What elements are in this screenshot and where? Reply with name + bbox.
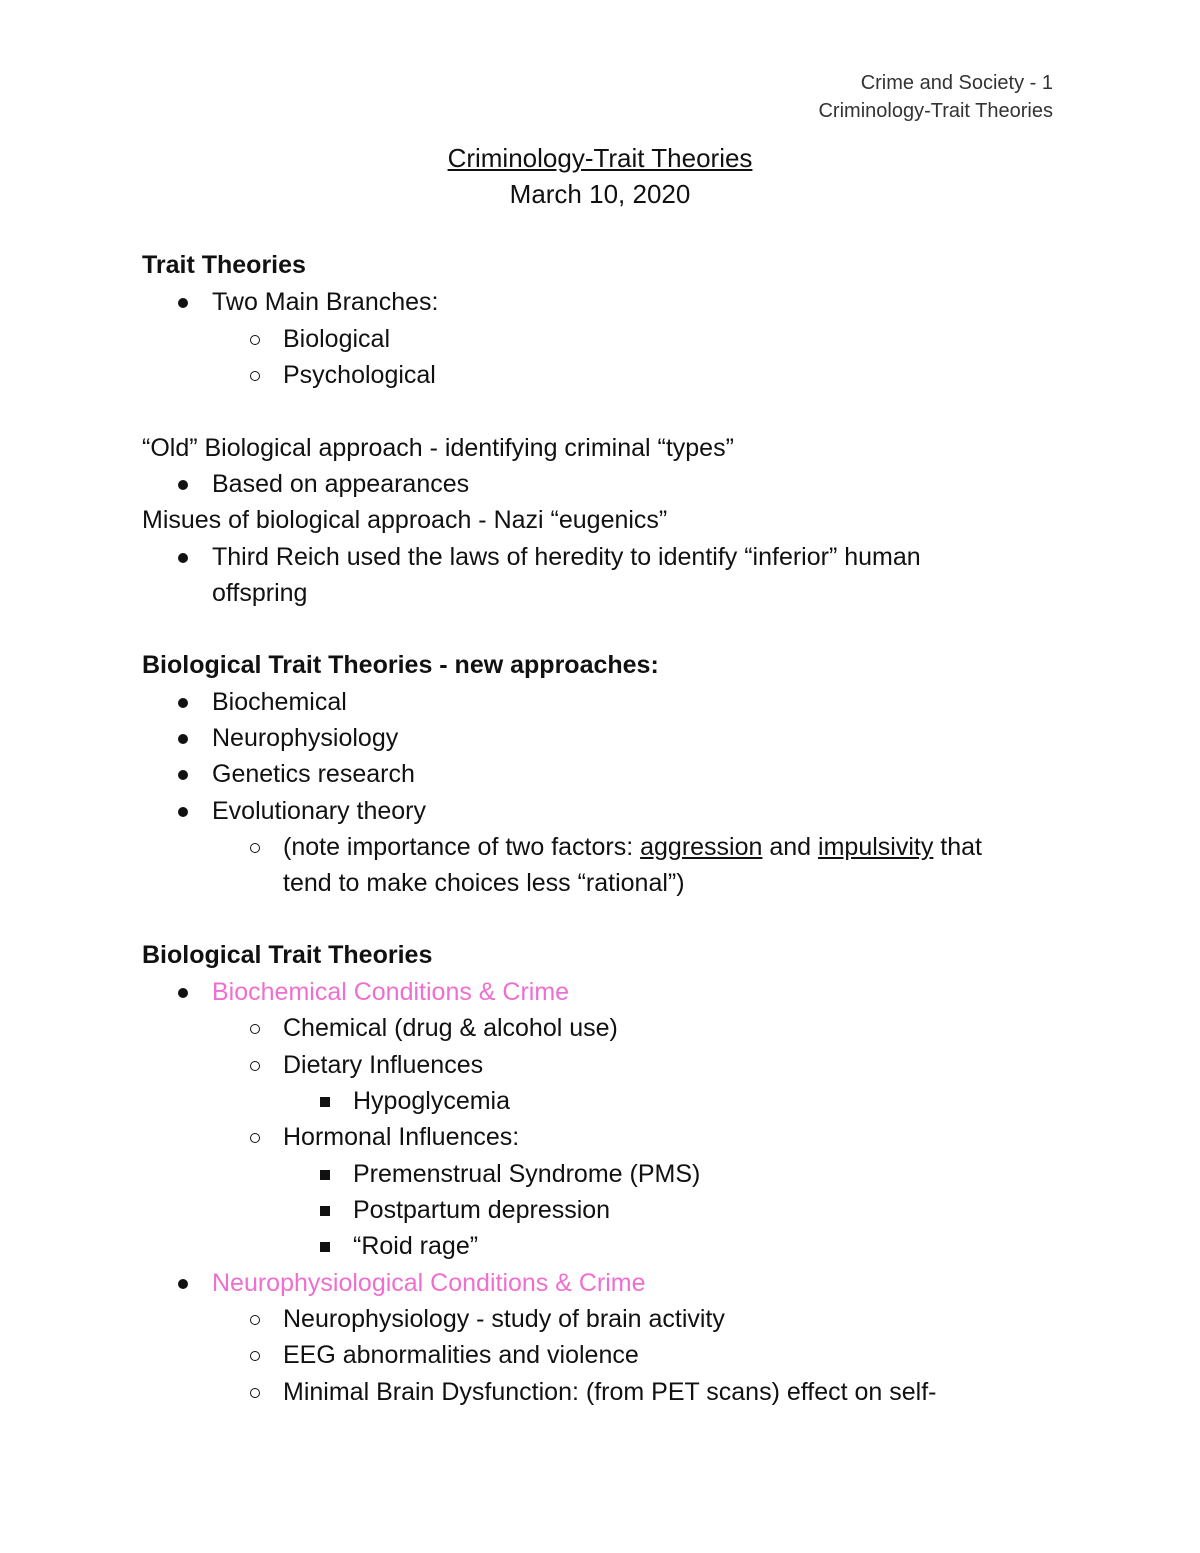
bullet-circle-icon bbox=[250, 1304, 260, 1334]
list-item: Premenstrual Syndrome (PMS) bbox=[353, 1160, 701, 1188]
list-item: Two Main Branches: bbox=[212, 288, 439, 316]
list-item: Dietary Influences bbox=[283, 1051, 484, 1079]
section-heading-trait-theories: Trait Theories bbox=[142, 251, 306, 279]
bullet-dot-icon bbox=[178, 1268, 188, 1298]
list-item: Chemical (drug & alcohol use) bbox=[283, 1014, 618, 1042]
subheading-neurophysiological-conditions: Neurophysiological Conditions & Crime bbox=[212, 1269, 646, 1297]
bullet-square-icon bbox=[320, 1086, 330, 1116]
bullet-circle-icon bbox=[250, 1122, 260, 1152]
bullet-circle-icon bbox=[250, 1340, 260, 1370]
running-header-line-1: Crime and Society - 1 bbox=[860, 72, 1053, 94]
bullet-circle-icon bbox=[250, 832, 260, 862]
paragraph: “Old” Biological approach - identifying criminal “types” bbox=[142, 434, 734, 462]
bullet-circle-icon bbox=[250, 1050, 260, 1080]
list-item: Minimal Brain Dysfunction: (from PET scans) effect on self- bbox=[283, 1378, 937, 1406]
bullet-circle-icon bbox=[250, 324, 260, 354]
note-prefix: (note importance of two factors: bbox=[283, 833, 641, 861]
bullet-dot-icon bbox=[178, 977, 188, 1007]
bullet-circle-icon bbox=[250, 1013, 260, 1043]
bullet-dot-icon bbox=[178, 687, 188, 717]
list-item: Biological bbox=[283, 325, 391, 353]
list-item: Hypoglycemia bbox=[353, 1087, 511, 1115]
list-item: Third Reich used the laws of heredity to identify “inferior” human bbox=[212, 543, 921, 571]
list-item: Biochemical bbox=[212, 688, 347, 716]
list-item: Genetics research bbox=[212, 760, 415, 788]
list-item: EEG abnormalities and violence bbox=[283, 1341, 639, 1369]
bullet-dot-icon bbox=[178, 542, 188, 572]
bullet-square-icon bbox=[320, 1195, 330, 1225]
bullet-dot-icon bbox=[178, 759, 188, 789]
list-item-note bbox=[283, 832, 982, 862]
list-item: Neurophysiology bbox=[212, 724, 399, 752]
bullet-square-icon bbox=[320, 1159, 330, 1189]
bullet-dot-icon bbox=[178, 796, 188, 826]
list-item: Postpartum depression bbox=[353, 1196, 611, 1224]
bullet-square-icon bbox=[320, 1231, 330, 1261]
list-item: Hormonal Influences: bbox=[283, 1123, 520, 1151]
section-heading-new-approaches: Biological Trait Theories - new approaches: bbox=[142, 651, 659, 679]
note-and: and bbox=[762, 833, 819, 861]
list-item: Psychological bbox=[283, 361, 436, 389]
bullet-dot-icon bbox=[178, 287, 188, 317]
bullet-circle-icon bbox=[250, 360, 260, 390]
running-header-line-2: Criminology-Trait Theories bbox=[818, 100, 1053, 122]
bullet-dot-icon bbox=[178, 469, 188, 499]
paragraph: Misues of biological approach - Nazi “eugenics” bbox=[142, 506, 668, 534]
list-item: Based on appearances bbox=[212, 470, 470, 498]
document-title: Criminology-Trait Theories bbox=[447, 143, 753, 173]
bullet-dot-icon bbox=[178, 723, 188, 753]
list-item: “Roid rage” bbox=[353, 1232, 479, 1260]
subheading-biochemical-conditions: Biochemical Conditions & Crime bbox=[212, 978, 570, 1006]
note-suffix: that bbox=[933, 833, 982, 861]
note-term-impulsivity: impulsivity bbox=[818, 833, 934, 861]
list-item: Neurophysiology - study of brain activity bbox=[283, 1305, 725, 1333]
list-item: Evolutionary theory bbox=[212, 797, 427, 825]
list-item-continuation: offspring bbox=[212, 579, 308, 607]
note-term-aggression: aggression bbox=[640, 833, 763, 861]
document-date: March 10, 2020 bbox=[509, 179, 691, 209]
list-item-continuation: tend to make choices less “rational”) bbox=[283, 869, 685, 897]
bullet-circle-icon bbox=[250, 1377, 260, 1407]
section-heading-biological-trait-theories: Biological Trait Theories bbox=[142, 941, 433, 969]
